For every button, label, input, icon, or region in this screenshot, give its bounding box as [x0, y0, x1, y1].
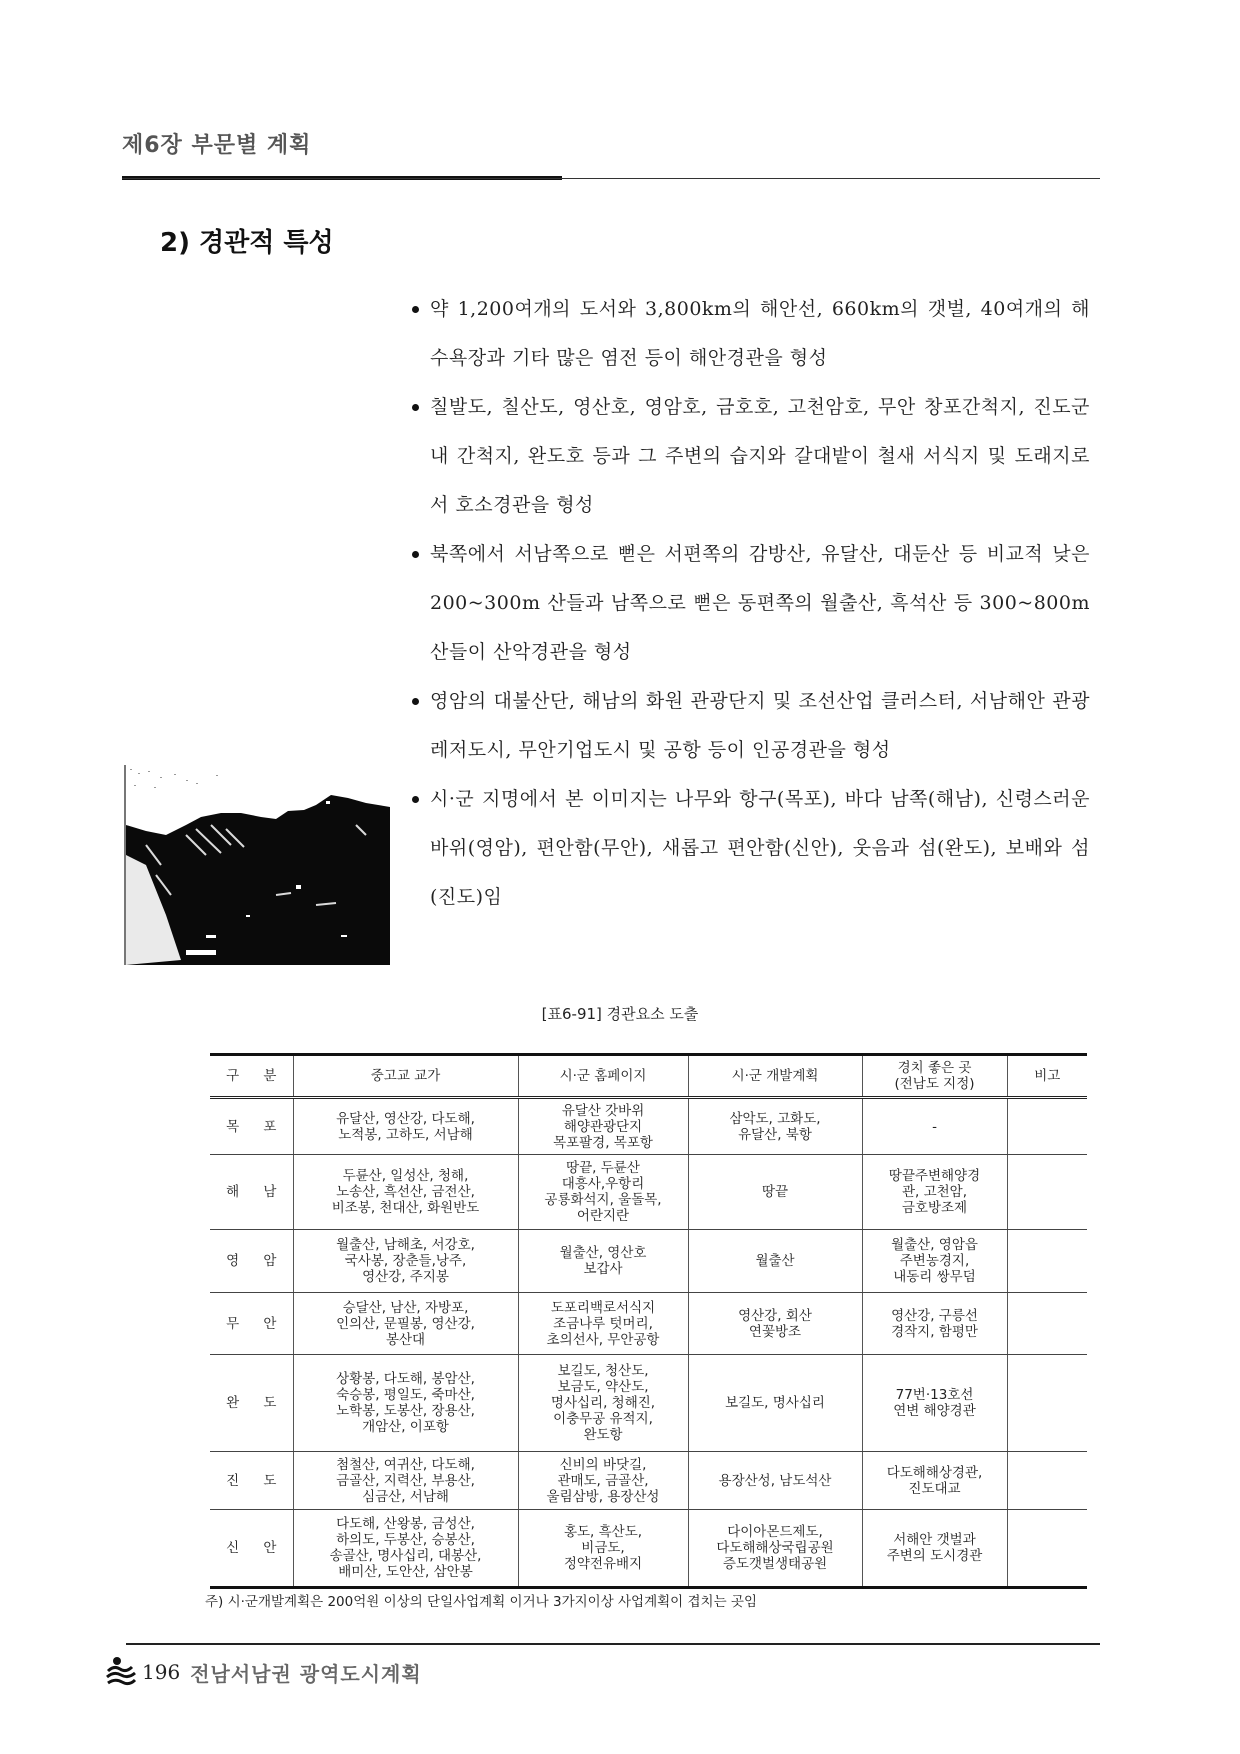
textbook-cell: 유달산, 영산강, 다도해, 노적봉, 고하도, 서남해 — [293, 1098, 518, 1155]
homepage-cell: 신비의 바닷길, 관매도, 금골산, 울림삼방, 용장산성 — [518, 1452, 688, 1510]
header-gubun: 구 분 — [210, 1055, 293, 1098]
scenic-cell: 땅끝주변해양경 관, 고천암, 금호방조제 — [862, 1155, 1007, 1230]
region-cell: 해 남 — [210, 1155, 293, 1230]
bullet-item: 약 1,200여개의 도서와 3,800km의 해안선, 660km의 갯벌, 40여개의 해수욕장과 기타 많은 염전 등이 해안경관을 형성 — [430, 285, 1090, 383]
region-cell: 진 도 — [210, 1452, 293, 1510]
remarks-cell — [1007, 1452, 1087, 1510]
mountain-photo — [124, 765, 390, 965]
remarks-cell — [1007, 1098, 1087, 1155]
mountain-photo-icon — [126, 765, 390, 965]
remarks-cell — [1007, 1230, 1087, 1293]
remarks-cell — [1007, 1510, 1087, 1588]
homepage-cell: 유달산 갓바위 해양관광단지 목포팔경, 목포항 — [518, 1098, 688, 1155]
homepage-cell: 보길도, 청산도, 보금도, 약산도, 명사십리, 청해진, 이충무공 유적지, 완도항 — [518, 1355, 688, 1452]
table-row — [210, 1355, 1087, 1452]
devplan-cell: 용장산성, 남도석산 — [688, 1452, 862, 1510]
textbook-cell: 월출산, 남해초, 서강호, 국사봉, 장춘들,낭주, 영산강, 주지봉 — [293, 1230, 518, 1293]
region-cell: 영 암 — [210, 1230, 293, 1293]
table-note: 주) 시·군개발계획은 200억원 이상의 단일사업계획 이거나 3가지이상 사업계획이 겹치는 곳임 — [205, 1594, 758, 1610]
header-rule-thin — [122, 178, 1100, 179]
page-number: 196 — [142, 1660, 181, 1684]
homepage-cell: 도포리백로서식지 조금나루 텃머리, 초의선사, 무안공항 — [518, 1293, 688, 1355]
homepage-cell: 땅끝, 두륜산 대흥사,우항리 공룡화석지, 울돌목, 어란지란 — [518, 1155, 688, 1230]
bullet-item: 시·군 지명에서 본 이미지는 나무와 항구(목포), 바다 남쪽(해남), 신령스러운 바위(영암), 편안함(무안), 새롭고 편안함(신안), 웃음과 섬(완도), 보배와 섬(진도)임 — [430, 775, 1090, 922]
scenic-cell: 77번·13호선 연변 해양경관 — [862, 1355, 1007, 1452]
table-row — [210, 1098, 1087, 1155]
region-cell: 무 안 — [210, 1293, 293, 1355]
footer-rule — [126, 1643, 1100, 1645]
textbook-cell: 두륜산, 일성산, 청해, 노송산, 흑선산, 금전산, 비조봉, 천대산, 화원반도 — [293, 1155, 518, 1230]
devplan-cell: 땅끝 — [688, 1155, 862, 1230]
section-heading: 2) 경관적 특성 — [160, 228, 334, 258]
scenic-cell: 다도해해상경관, 진도대교 — [862, 1452, 1007, 1510]
region-cell: 신 안 — [210, 1510, 293, 1588]
devplan-cell: 보길도, 명사십리 — [688, 1355, 862, 1452]
textbook-cell: 상황봉, 다도해, 봉암산, 숙승봉, 평일도, 죽마산, 노학봉, 도봉산, 장용산, 개암산, 이포항 — [293, 1355, 518, 1452]
scenic-cell: 서해안 갯벌과 주변의 도시경관 — [862, 1510, 1007, 1588]
devplan-cell: 월출산 — [688, 1230, 862, 1293]
wave-figure-logo-icon — [106, 1655, 136, 1689]
table-caption: [표6-91] 경관요소 도출 — [541, 1005, 699, 1023]
chapter-header: 제6장 부문별 계획 — [122, 133, 312, 158]
devplan-cell: 삼악도, 고화도, 유달산, 북항 — [688, 1098, 862, 1155]
table-row — [210, 1230, 1087, 1293]
table-row — [210, 1155, 1087, 1230]
remarks-cell — [1007, 1155, 1087, 1230]
header-scenic: 경치 좋은 곳 (전남도 지정) — [862, 1055, 1007, 1098]
page-footer — [106, 1655, 422, 1689]
landscape-elements-table — [210, 1053, 1087, 1589]
textbook-cell: 승달산, 남산, 자방포, 인의산, 문필봉, 영산강, 봉산대 — [293, 1293, 518, 1355]
homepage-cell: 월출산, 영산호 보갑사 — [518, 1230, 688, 1293]
header-devplan: 시·군 개발계획 — [688, 1055, 862, 1098]
bullet-item: 북쪽에서 서남쪽으로 뻗은 서편쪽의 감방산, 유달산, 대둔산 등 비교적 낮은 200~300m 산들과 남쪽으로 뻗은 동편쪽의 월출산, 흑석산 등 300~800m 산들이 산악경관을 형성 — [430, 530, 1090, 677]
textbook-cell: 첨철산, 여귀산, 다도해, 금골산, 지력산, 부용산, 심금산, 서남해 — [293, 1452, 518, 1510]
remarks-cell — [1007, 1355, 1087, 1452]
footer-title: 전남서남권 광역도시계획 — [190, 1661, 422, 1686]
remarks-cell — [1007, 1293, 1087, 1355]
homepage-cell: 홍도, 흑산도, 비금도, 정약전유배지 — [518, 1510, 688, 1588]
scenic-cell: 월출산, 영암읍 주변농경지, 내동리 쌍무덤 — [862, 1230, 1007, 1293]
table-row — [210, 1510, 1087, 1588]
table-row — [210, 1293, 1087, 1355]
scenic-cell: 영산강, 구릉선 경작지, 함평만 — [862, 1293, 1007, 1355]
header-remarks: 비고 — [1007, 1055, 1087, 1098]
devplan-cell: 다이아몬드제도, 다도해해상국립공원 증도갯벌생태공원 — [688, 1510, 862, 1588]
textbook-cell: 다도해, 산왕봉, 금성산, 하의도, 두봉산, 승봉산, 송골산, 명사십리, 대봉산, 배미산, 도안산, 삼안봉 — [293, 1510, 518, 1588]
bullet-item: 칠발도, 칠산도, 영산호, 영암호, 금호호, 고천암호, 무안 창포간척지, 진도군내 간척지, 완도호 등과 그 주변의 습지와 갈대밭이 철새 서식지 및 도래지로서 호소경관을 형성 — [430, 383, 1090, 530]
bullet-item: 영암의 대불산단, 해남의 화원 관광단지 및 조선산업 클러스터, 서남해안 관광레저도시, 무안기업도시 및 공항 등이 인공경관을 형성 — [430, 677, 1090, 775]
header-homepage: 시·군 홈페이지 — [518, 1055, 688, 1098]
table-row — [210, 1452, 1087, 1510]
bullet-list — [430, 285, 1090, 922]
scenic-cell: - — [862, 1098, 1007, 1155]
table-header-row — [210, 1055, 1087, 1098]
devplan-cell: 영산강, 회산 연꽃방조 — [688, 1293, 862, 1355]
header-textbook: 중고교 교가 — [293, 1055, 518, 1098]
region-cell: 목 포 — [210, 1098, 293, 1155]
region-cell: 완 도 — [210, 1355, 293, 1452]
